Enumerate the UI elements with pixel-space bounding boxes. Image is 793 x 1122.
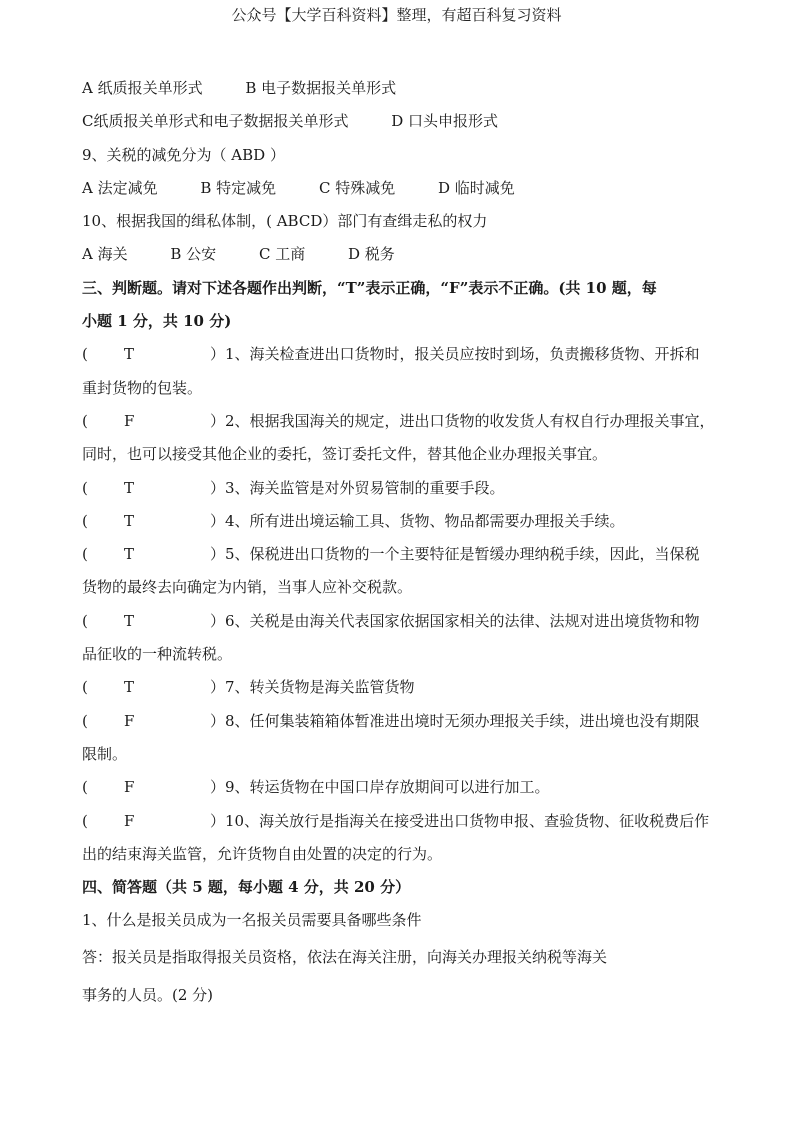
q8-options-row1 bbox=[82, 72, 722, 105]
tf-item bbox=[82, 405, 722, 438]
section4-q1: 1、什么是报关员成为一名报关员需要具备哪些条件 bbox=[82, 911, 422, 930]
q8-option-a: A 纸质报关单形式 bbox=[82, 79, 203, 97]
section3-title-line1: 三、判断题。请对下述各题作出判断，“T”表示正确，“F”表示不正确。(共 10 题，每 bbox=[82, 278, 657, 297]
tf-answer: T bbox=[124, 545, 135, 564]
tf-item bbox=[82, 605, 722, 638]
q9-text: 9、关税的减免分为（ ABD ） bbox=[82, 145, 285, 164]
tf-statement: ）6、关税是由海关代表国家依据国家相关的法律、法规对进出境货物和物 bbox=[210, 611, 700, 630]
tf-answer: T bbox=[124, 478, 135, 497]
tf-answer: F bbox=[124, 778, 135, 797]
tf-item bbox=[82, 771, 722, 804]
tf-answer: T bbox=[124, 345, 135, 364]
q10-options bbox=[82, 238, 722, 271]
section4-answer1-line2: 事务的人员。(2 分) bbox=[82, 985, 214, 1004]
section3-title-line2: 小题 1 分，共 10 分) bbox=[82, 312, 232, 331]
tf-statement-continued: 限制。 bbox=[82, 744, 128, 763]
tf-answer: T bbox=[124, 678, 135, 697]
tf-item bbox=[82, 505, 722, 538]
tf-item bbox=[82, 705, 722, 738]
tf-answer-bracket: ( T bbox=[82, 538, 210, 571]
q9-option-c: C 特殊减免 bbox=[318, 178, 396, 197]
tf-answer-bracket: ( F bbox=[82, 771, 210, 804]
tf-item bbox=[82, 671, 722, 704]
tf-answer: F bbox=[124, 811, 135, 830]
q10-option-b: B 公安 bbox=[170, 245, 217, 264]
tf-statement: ）4、所有进出境运输工具、货物、物品都需要办理报关手续。 bbox=[210, 511, 625, 530]
q8-options-row2 bbox=[82, 105, 722, 138]
q10-option-d: D 税务 bbox=[348, 245, 395, 264]
tf-item bbox=[82, 472, 722, 505]
tf-answer-bracket: ( T bbox=[82, 472, 210, 505]
tf-statement: ）8、任何集装箱箱体暂准进出境时无须办理报关手续，进出境也没有期限 bbox=[210, 711, 700, 730]
q9-option-a: A 法定减免 bbox=[82, 178, 158, 197]
tf-statement-continued: 同时，也可以接受其他企业的委托，签订委托文件，替其他企业办理报关事宜。 bbox=[82, 445, 608, 464]
tf-answer-bracket: ( T bbox=[82, 605, 210, 638]
section4-title: 四、简答题（共 5 题，每小题 4 分，共 20 分） bbox=[82, 878, 411, 897]
true-false-list bbox=[82, 338, 722, 871]
tf-answer-bracket: ( F bbox=[82, 405, 210, 438]
q10-text: 10、根据我国的缉私体制，( ABCD）部门有查缉走私的权力 bbox=[82, 212, 488, 231]
tf-answer-bracket: ( F bbox=[82, 805, 210, 838]
tf-statement: ）10、海关放行是指海关在接受进出口货物申报、查验货物、征收税费后作 bbox=[210, 811, 710, 830]
tf-answer-bracket: ( T bbox=[82, 338, 210, 371]
tf-item bbox=[82, 338, 722, 371]
page-header: 公众号【大学百科资料】整理，有超百科复习资料 bbox=[231, 6, 562, 24]
tf-answer: T bbox=[124, 511, 135, 530]
tf-item bbox=[82, 538, 722, 571]
q8-option-d: D 口头申报形式 bbox=[391, 112, 499, 131]
q10-option-c: C 工商 bbox=[258, 245, 306, 264]
q8-option-b: B 电子数据报关单形式 bbox=[245, 79, 397, 97]
tf-statement-continued: 品征收的一种流转税。 bbox=[82, 645, 233, 664]
q9-options bbox=[82, 172, 722, 205]
q9-option-b: B 特定减免 bbox=[200, 178, 277, 197]
tf-item bbox=[82, 805, 722, 838]
tf-answer: F bbox=[124, 711, 135, 730]
tf-answer: T bbox=[124, 611, 135, 630]
document-body bbox=[82, 72, 722, 1014]
tf-statement-continued: 重封货物的包装。 bbox=[82, 378, 203, 397]
tf-answer-bracket: ( T bbox=[82, 671, 210, 704]
tf-statement-continued: 货物的最终去向确定为内销，当事人应补交税款。 bbox=[82, 578, 413, 597]
tf-statement: ）5、保税进出口货物的一个主要特征是暂缓办理纳税手续，因此，当保税 bbox=[210, 545, 700, 564]
q8-option-c: C纸质报关单形式和电子数据报关单形式 bbox=[82, 112, 349, 131]
tf-statement: ）7、转关货物是海关监管货物 bbox=[210, 678, 415, 697]
tf-statement: ）9、转运货物在中国口岸存放期间可以进行加工。 bbox=[210, 778, 550, 797]
tf-statement-continued: 出的结束海关监管，允许货物自由处置的决定的行为。 bbox=[82, 844, 443, 863]
tf-answer-bracket: ( F bbox=[82, 705, 210, 738]
section4-answer1-line1: 答：报关员是指取得报关员资格，依法在海关注册，向海关办理报关纳税等海关 bbox=[82, 947, 608, 966]
tf-statement: ）1、海关检查进出口货物时，报关员应按时到场，负责搬移货物、开拆和 bbox=[210, 345, 700, 364]
tf-statement: ）2、根据我国海关的规定，进出口货物的收发货人有权自行办理报关事宜， bbox=[210, 411, 715, 430]
q9-option-d: D 临时减免 bbox=[438, 178, 515, 197]
tf-answer-bracket: ( T bbox=[82, 505, 210, 538]
tf-answer: F bbox=[124, 411, 135, 430]
q10-option-a: A 海关 bbox=[82, 245, 128, 264]
tf-statement: ）3、海关监管是对外贸易管制的重要手段。 bbox=[210, 478, 505, 497]
